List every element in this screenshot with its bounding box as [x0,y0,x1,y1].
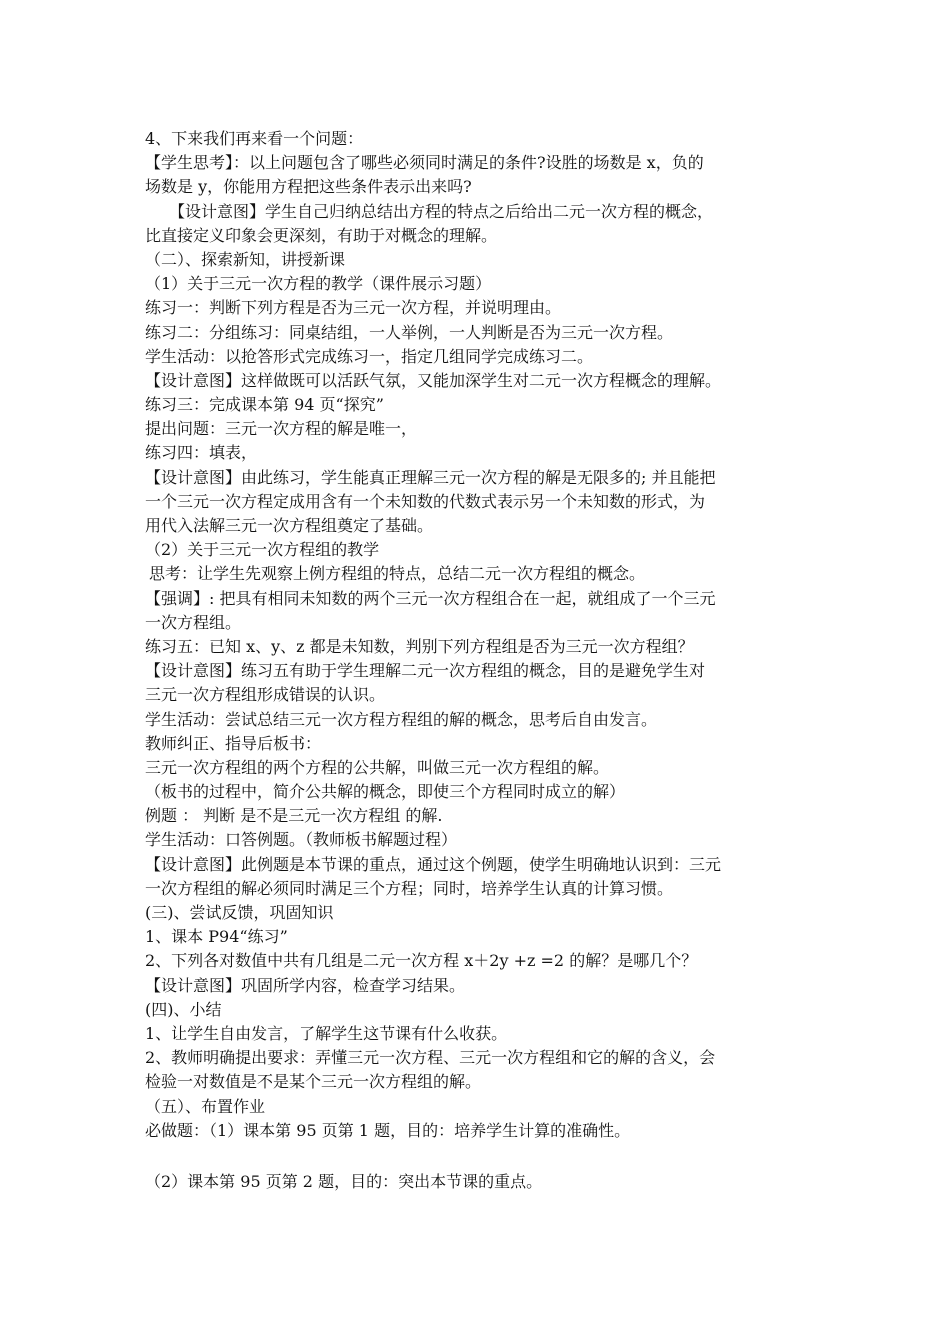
text-line: 2、下列各对数值中共有几组是二元一次方程 x＋2y +z =2 的解？是哪几个？ [145,951,698,971]
text-line: 练习一：判断下列方程是否为三元一次方程，并说明理由。 [145,298,562,318]
text-line: 练习四：填表， [145,443,258,463]
text-line: 【设计意图】学生自己归纳总结出方程的特点之后给出二元一次方程的概念， [169,201,714,221]
text-line: 三元一次方程组形成错误的认识。 [145,685,386,705]
text-line: 用代入法解三元一次方程组奠定了基础。 [145,516,434,535]
section-heading: （二）、探索新知，讲授新课 [145,249,346,269]
text-line: 【设计意图】此例题是本节课的重点，通过这个例题，使学生明确地认识到：三元 [145,854,722,874]
text-line: 一个三元一次方程定成用含有一个未知数的代数式表示另一个未知数的形式，为 [145,491,706,511]
text-line: 练习三：完成课本第 94 页“探究” [145,395,384,415]
section-heading: （五）、布置作业 [145,1096,266,1116]
subsection-heading: （1）关于三元一次方程的教学（课件展示习题） [145,274,492,294]
text-line: 学生活动：口答例题。（教师板书解题过程） [145,830,458,850]
document-body [145,127,813,1194]
text-line: 场数是 y，你能用方程把这些条件表示出来吗? [145,177,472,197]
text-line: 必做题：（1）课本第 95 页第 1 题，目的：培养学生计算的准确性。 [145,1120,631,1140]
text-line: 【强调】: 把具有相同未知数的两个三元一次方程组合在一起，就组成了一个三元 [145,588,716,608]
text-line: 练习五：已知 x、y、z 都是未知数，判别下列方程组是否为三元一次方程组？ [145,636,694,656]
text-line: （2）课本第 95 页第 2 题，目的：突出本节课的重点。 [145,1171,543,1191]
text-line: 【学生思考】：以上问题包含了哪些必须同时满足的条件?设胜的场数是 x，负的 [145,153,704,173]
text-line: （板书的过程中，简介公共解的概念，即使三个方程同时成立的解） [145,782,626,802]
text-line: 教师纠正、指导后板书： [145,733,322,753]
blank-line [145,1143,813,1170]
text-line: 4、下来我们再来看一个问题： [145,129,364,148]
text-line: 【设计意图】这样做既可以活跃气氛，又能加深学生对二元一次方程概念的理解。 [145,370,722,390]
section-heading: (四)、小结 [145,999,222,1019]
text-line: 2、教师明确提出要求：弄懂三元一次方程、三元一次方程组和它的解的含义，会 [145,1048,716,1068]
text-line: 练习二：分组练习：同桌结组，一人举例，一人判断是否为三元一次方程。 [145,322,674,342]
text-line: 【设计意图】巩固所学内容，检查学习结果。 [145,975,466,995]
text-line: 【设计意图】由此练习，学生能真正理解三元一次方程的解是无限多的; 并且能把 [145,467,716,487]
text-line: 提出问题：三元一次方程的解是唯一， [145,419,418,439]
text-line: 【设计意图】练习五有助于学生理解二元一次方程组的概念，目的是避免学生对 [145,661,706,681]
subsection-heading: （2）关于三元一次方程组的教学 [145,540,380,560]
text-line: 1、让学生自由发言，了解学生这节课有什么收获。 [145,1023,508,1043]
text-line: 一次方程组。 [145,612,242,632]
text-line: 例题 ： 判断 是不是三元一次方程组 的解. [145,806,443,826]
text-line: 检验一对数值是不是某个三元一次方程组的解。 [145,1072,482,1092]
text-line: 比直接定义印象会更深刻，有助于对概念的理解。 [145,225,498,245]
text-line: 1、课本 P94“练习” [145,927,288,947]
section-heading: (三)、尝试反馈，巩固知识 [145,903,334,922]
text-line: 学生活动：尝试总结三元一次方程方程组的解的概念，思考后自由发言。 [145,709,658,729]
text-line: 三元一次方程组的两个方程的公共解，叫做三元一次方程组的解。 [145,757,610,777]
text-line: 思考：让学生先观察上例方程组的特点，总结二元一次方程组的概念。 [149,564,646,584]
text-line: 学生活动：以抢答形式完成练习一，指定几组同学完成练习二。 [145,346,594,366]
text-line: 一次方程组的解必须同时满足三个方程；同时，培养学生认真的计算习惯。 [145,878,674,898]
